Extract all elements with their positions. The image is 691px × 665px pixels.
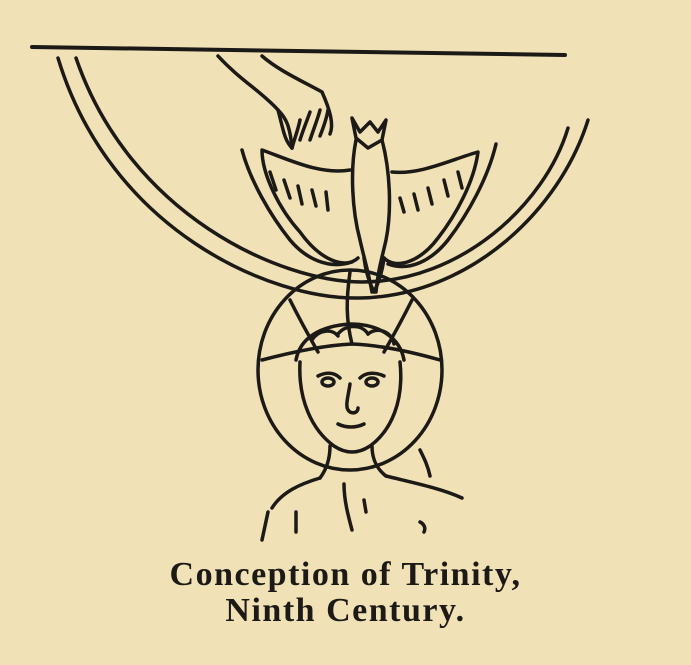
hand-icon (218, 56, 332, 148)
top-rule (32, 47, 565, 55)
halo-icon (258, 270, 442, 470)
caption-line-1: Conception of Trinity, (169, 556, 522, 593)
caption-line-2: Ninth Century. (225, 592, 466, 629)
